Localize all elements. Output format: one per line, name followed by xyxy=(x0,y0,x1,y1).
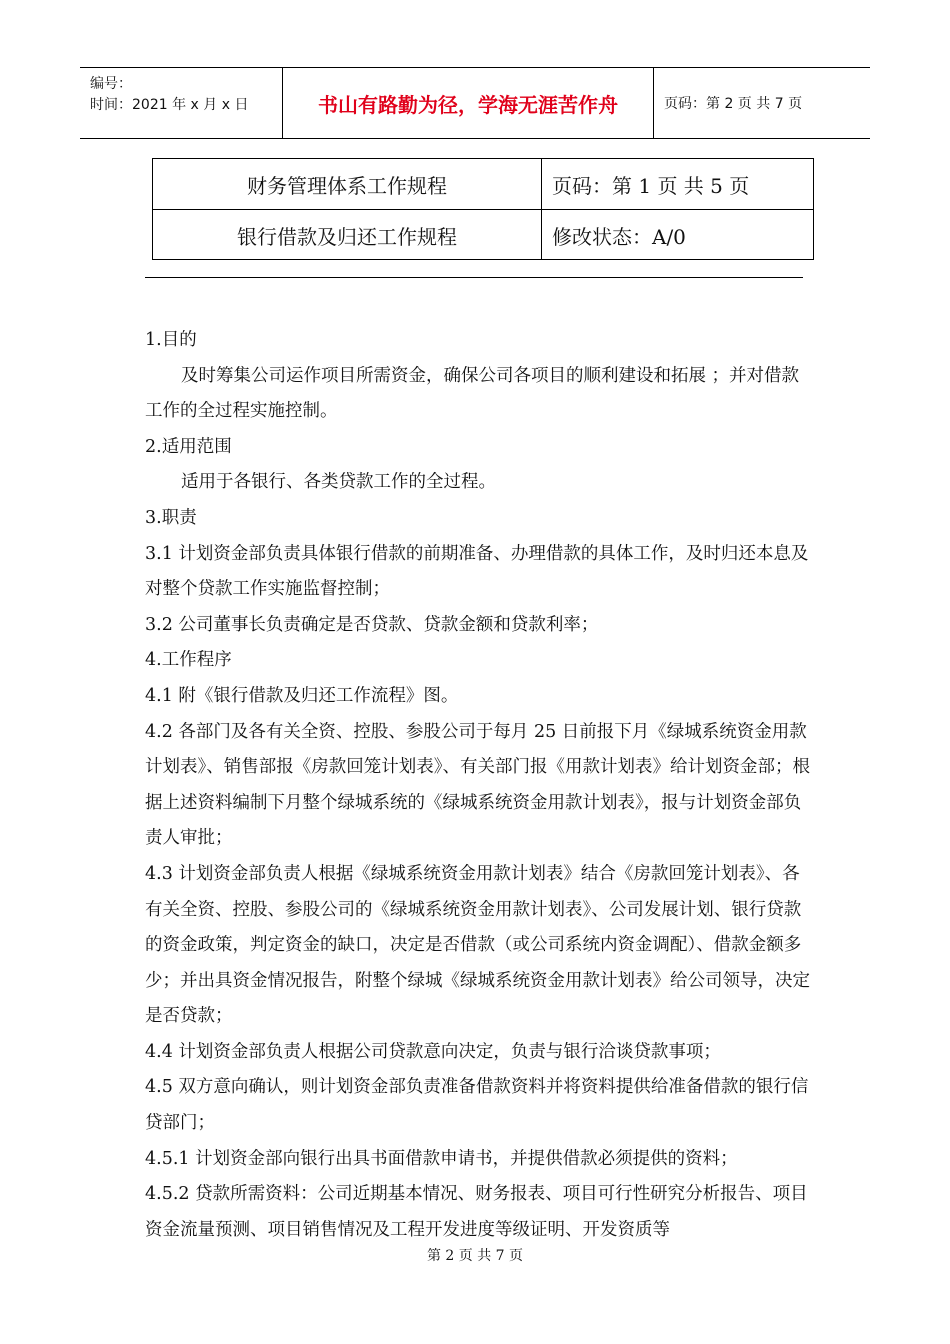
paragraph: 4.4 计划资金部负责人根据公司贷款意向决定，负责与银行洽谈贷款事项； xyxy=(145,1041,721,1062)
paragraph: 1.目的 xyxy=(145,330,197,350)
header-page-label: 页码：第 2 页 共 7 页 xyxy=(664,96,803,112)
paragraph: 4.工作程序 xyxy=(145,650,232,671)
title-row-2 xyxy=(153,209,813,260)
motto: 书山有路勤为径，学海无涯苦作舟 xyxy=(283,68,654,138)
paragraph: 4.1 附《银行借款及归还工作流程》图。 xyxy=(145,685,459,706)
divider-line xyxy=(145,277,803,278)
number-label: 编号： xyxy=(90,76,132,92)
paragraph: 3.职责 xyxy=(145,507,197,528)
paragraph: 适用于各银行、各类贷款工作的全过程。 xyxy=(181,472,496,493)
paragraph: 4.3 计划资金部负责人根据《绿城系统资金用款计划表》结合《房款回笼计划表》、各有关全资、控股、参股公司的《绿城系统资金用款计划表》、公司发展计划、银行贷款的资金政策，判定资金的缺口，决定是否借款（或公司系统内资金调配）、借款金额多少；并出具资金情况报告，附整个绿城《绿城系统资金用款计划表》给公司领导，决定是否贷款； xyxy=(145,863,810,1027)
revision-status: 修改状态：A/0 xyxy=(552,224,686,249)
date-label: 时间：2021 年 x 月 x 日 xyxy=(90,97,249,113)
paragraph: 3.1 计划资金部负责具体银行借款的前期准备、办理借款的具体工作，及时归还本息及对整个贷款工作实施监督控制； xyxy=(145,543,809,600)
title-row-1 xyxy=(153,159,813,209)
system-title: 财务管理体系工作规程 xyxy=(153,159,542,209)
document-body xyxy=(145,323,810,1248)
paragraph: 4.5.1 计划资金部向银行出具书面借款申请书，并提供借款必须提供的资料； xyxy=(145,1148,738,1169)
paragraph: 4.5 双方意向确认，则计划资金部负责准备借款资料并将资料提供给准备借款的银行信贷部门； xyxy=(145,1077,809,1134)
doc-page-count: 页码：第 1 页 共 5 页 xyxy=(552,173,750,198)
page-header xyxy=(80,67,870,139)
document-title: 银行借款及归还工作规程 xyxy=(153,210,542,260)
paragraph: 3.2 公司董事长负责确定是否贷款、贷款金额和贷款利率； xyxy=(145,614,599,635)
paragraph: 4.5.2 贷款所需资料：公司近期基本情况、财务报表、项目可行性研究分析报告、项目资金流量预测、项目销售情况及工程开发进度等级证明、开发资质等 xyxy=(145,1184,808,1240)
paragraph: 2.适用范围 xyxy=(145,436,232,457)
header-meta xyxy=(80,68,283,138)
paragraph: 4.2 各部门及各有关全资、控股、参股公司于每月 25 日前报下月《绿城系统资金用款计划表》、销售部报《房款回笼计划表》、有关部门报《用款计划表》给计划资金部；根据上述资料编制下月整个绿城系统的《绿城系统资金用款计划表》，报与计划资金部负责人审批； xyxy=(145,721,810,849)
title-table xyxy=(152,158,814,260)
page-footer: 第 2 页 共 7 页 xyxy=(426,1248,524,1264)
paragraph: 及时筹集公司运作项目所需资金，确保公司各项目的顺利建设和拓展 ；并对借款工作的全过程实施控制。 xyxy=(145,365,800,422)
